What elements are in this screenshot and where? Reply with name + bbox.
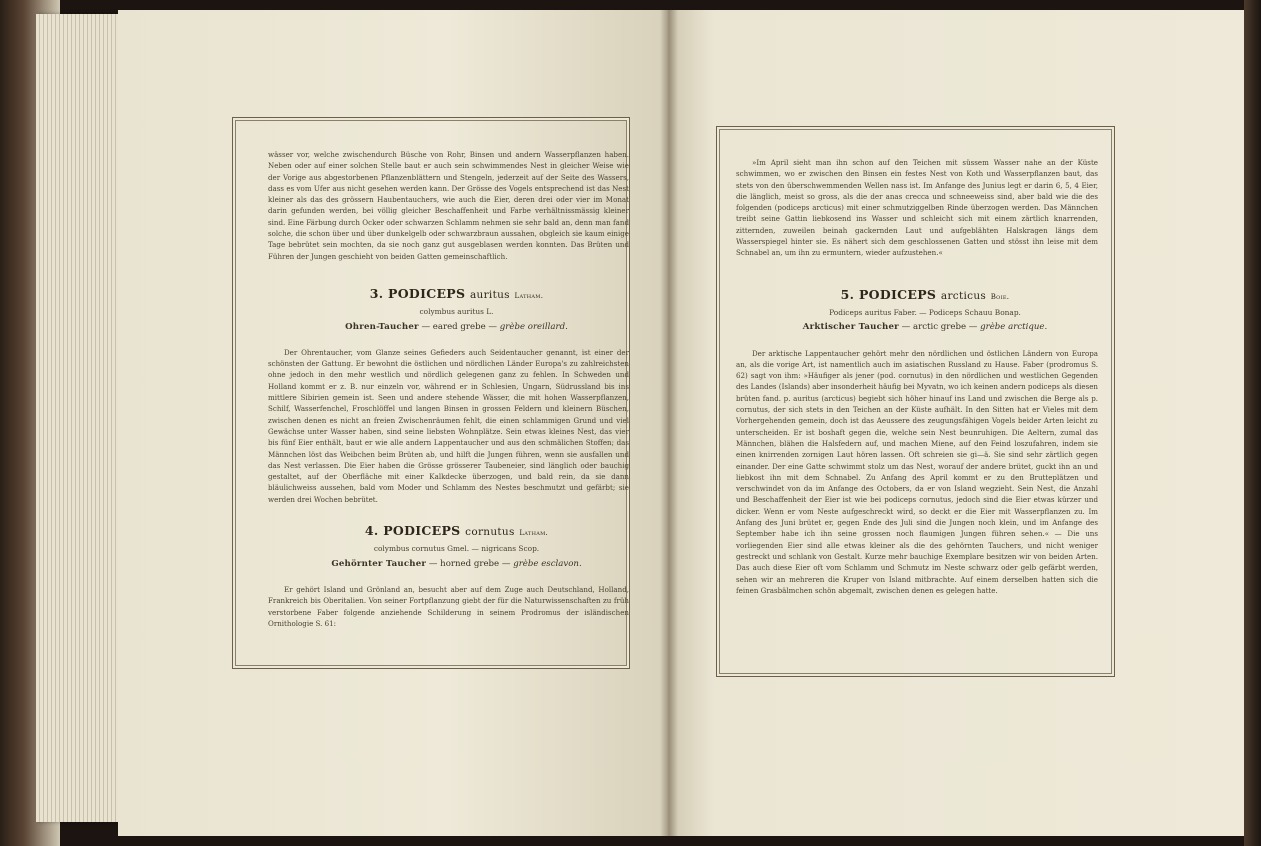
german-name: Ohren-Taucher xyxy=(345,321,419,332)
right-page xyxy=(668,10,1244,836)
synonym: colymbus auritus L. xyxy=(419,307,494,317)
book-cover-right xyxy=(1244,0,1261,846)
section-3-heading xyxy=(268,285,629,302)
section-4-heading xyxy=(268,525,629,539)
common-names xyxy=(268,559,629,570)
genus-name: PODICEPS xyxy=(388,285,466,301)
author-name: Latham. xyxy=(514,291,544,300)
french-name: grèbe arctique. xyxy=(980,322,1048,333)
section-4-body: Er gehört Island und Grönland an, besucht aber auf dem Zuge auch Deutschland, Holland, Frankreich bis Oberitalien. Von seiner Fortpflanzung giebt der für die Naturwissenschaften zu früh verstorbene Faber folgende anziehende Schilderung in seinem Prodromus der isländischen Ornithologie S. 61: xyxy=(268,584,629,628)
book-gutter xyxy=(660,10,678,836)
section-3-body: Der Ohrentaucher, vom Glanze seines Gefieders auch Seidentaucher genannt, ist einer der schönsten der Gattung. Er bewohnt die östlichen und nördlichen Länder Europa's zu zahlreichsten ohne jedoch in den mehr westlich und nördlich gelegenen ganz zu fehlen. In Schweden und Holland kommt er z. B. nur einzeln vor, während er in Schlesien, Ungarn, Südrussland bis ins mittlere Sibirien gemein ist. Seen und andere stehende Wässer, die mit hohen Wasserpflanzen, Schilf, Wasserfenchel, Froschlöffel und langen Binsen in grossen Feldern und kleinern Büschen, zwischen denen es nicht an freien Zwischenräumen fehlt, die einen schlammigen Grund und viel Gewächse unter Wasser haben, sind seine liebsten Wohnplätze. Sein etwas kleines Nest, das vier bis fünf Eier enthält, baut er wie alle andern Lappentaucher und aus den schmälichen Stoffen; das Männchen löst das Weibchen beim Brüten ab, und hilft die Jungen führen, wenn sie ausfallen und das Nest verlassen. Die Eier haben die Grösse grösserer Taubeneier, sind länglich oder bauchig gestaltet, auf der Oberfläche mit einer Kalkdecke überzogen, und bald rein, da sie dann bläulichweiss aussehen, bald vom Moder und Schlamm des Nestes beschmutzt und gefärbt; sie werden drei Wochen bebrütet. xyxy=(268,347,629,504)
section-5-body: Der arktische Lappentaucher gehört mehr den nördlichen und östlichen Ländern von Europa an, als die vorige Art, ist namentlich auch im asiatischen Russland zu Hause. Faber (prodromus S. 62) sagt von ihm: »Häufiger als jener (pod. cornutus) in den nördlichen und westlichen Gegenden des Landes (Islands) aber insonderheit häufig bei Myvatn, wo ich keinen andern podiceps als diesen brüten fand. p. auritus (arcticus) begiebt sich höher hinauf ins Land und zwischen die Berge als p. cornutus, der sich stets in den Teichen an der Küste aufhält. In den Sitten hat er Vieles mit dem Vorhergehenden gemein, doch ist das Aeussere des zeugungsfähigen Vogels beider Arten leicht zu unterscheiden. Er ist boshaft gegen die, welche sein Nest beunruhigen. Die Aeltern, zumal das Männchen, blähen die Halsfedern auf, und machen Miene, auf den Feind loszufahren, indem sie einen knirrenden zornigen Laut hören lassen. Oft schreien sie gi—ä. Sie sind sehr zärtlich gegen einander. Der eine Gatte schwimmt stolz um das Nest, worauf der andere brütet, guckt ihn an und liebkost ihn mit dem Schnabel. Zu Anfang des April kommt er zu den Brutteplätzen und verschwindet von da im Anfange des Octobers, da er von Island wegzieht. Sein Nest, die Anzahl und Beschaffenheit der Eier ist wie bei podiceps cornutus, jedoch sind die Eier etwas kürzer und dicker. Wenn er vom Neste aufgeschreckt wird, so deckt er die Eier mit Wasserpflanzen zu. Im Anfang des Juni brütet er, gegen Ende des Juli sind die Jungen noch klein, und im Anfange des September habe ich ihn seine grossen noch flaumigen Jungen führen sehen.« — Die uns vorliegenden Eier sind alle etwas kleiner als die des gehörnten Tauchers, und nicht weniger gestreckt und schlank von Gestalt. Kurze mehr bauchige Exemplare besitzen wir von beiden Arten. Das auch diese Eier oft vom Schlamm und Schmutz im Neste schwarz oder gelb gefärbt werden, sehen wir an mehreren die Kruper von Island mitbrachte. Auf einem derselben hatten sich die feinen Grasbälmchen schön abgemalt, zwischen denen es gelegen hatte. xyxy=(736,348,1098,595)
synonym: colymbus cornutus Gmel. — nigricans Scop. xyxy=(373,544,540,554)
english-name: — arctic grebe — xyxy=(901,322,978,333)
common-names xyxy=(268,322,629,333)
section-number: 5. xyxy=(840,286,855,302)
french-name: grèbe oreillard. xyxy=(499,321,568,332)
page-edges xyxy=(36,14,120,822)
species-name: cornutus xyxy=(465,526,515,539)
left-page xyxy=(118,10,668,836)
common-names xyxy=(736,322,1098,333)
genus-name: PODICEPS xyxy=(858,286,937,302)
genus-name: PODICEPS xyxy=(383,523,461,539)
english-name: — horned grebe — xyxy=(428,558,511,569)
intro-paragraph: wässer vor, welche zwischendurch Büsche von Rohr, Binsen und andern Wasserpflanzen haben. Neben oder auf einer solchen Stelle baut er auch sein schwimmendes Nest in gleicher Weise wie der Vorige aus abgestorbenen Pflanzenblättern und Stengeln, jederzeit auf der Seite des Wassers, dass es vom Ufer aus nicht gesehen werden kann. Der Grösse des Vogels entsprechend ist das Nest kleiner als das des grössern Haubentauchers, wie auch die Eier, deren drei oder vier im Monat darin gefunden werden, bei völlig gleicher Beschaffenheit und Farbe verhältnissmässig kleiner sind. Eine Färbung durch Ocker oder schwarzen Schlamm nehmen sie sehr bald an, denn man fand solche, die schon über und über dunkelgelb oder schwarzbraun aussahen, obgleich sie kaum einige Tage bebrütet sein mochten, da sie noch ganz gut ausgeblasen werden konnten. Das Brüten und Führen der Jungen geschieht von beiden Gatten gemeinschaftlich. xyxy=(268,150,629,261)
section-5-heading xyxy=(736,286,1098,303)
german-name: Arktischer Taucher xyxy=(802,322,899,333)
right-page-content xyxy=(736,157,1098,596)
german-name: Gehörnter Taucher xyxy=(331,558,427,569)
english-name: — eared grebe — xyxy=(421,321,498,332)
section-number: 3. xyxy=(369,285,384,301)
faber-quote: »Im April sieht man ihn schon auf den Teichen mit süssem Wasser nahe an der Küste schwimmen, wo er zwischen den Binsen ein festes Nest von Koth und Wasserpflanzen baut, das stets von den überschwemmenden Wellen nass ist. Im Anfange des Junius legt er darin 6, 5, 4 Eier, die länglich, meist so gross, als die der anas crecca und schneeweiss sind, aber bald wie die des folgenden (podiceps arcticus) mit einer schmutziggelben Rinde überzogen werden. Das Männchen treibt seine Gattin liebkosend ins Wasser und schleicht sich mit einem zärtlich knarrenden, zitternden, zuweilen beinah gackernden Laut und aufgeblähten Halskragen längs dem Wasserspiegel hinter sie. Es nähert sich dem geschlossenen Gatten und stösst ihn leise mit dem Schnabel an, um ihn zu ermuntern, wieder aufzustehen.« xyxy=(736,158,1098,258)
species-name: arcticus xyxy=(940,289,987,302)
french-name: grèbe esclavon. xyxy=(513,558,582,569)
section-number: 4. xyxy=(364,523,379,539)
author-name: Boie. xyxy=(990,292,1010,301)
species-name: auritus xyxy=(469,288,510,301)
left-page-content xyxy=(268,149,629,629)
synonym: Podiceps auritus Faber. — Podiceps Schauu Bonap. xyxy=(829,307,1021,317)
author-name: Latham. xyxy=(519,529,549,538)
